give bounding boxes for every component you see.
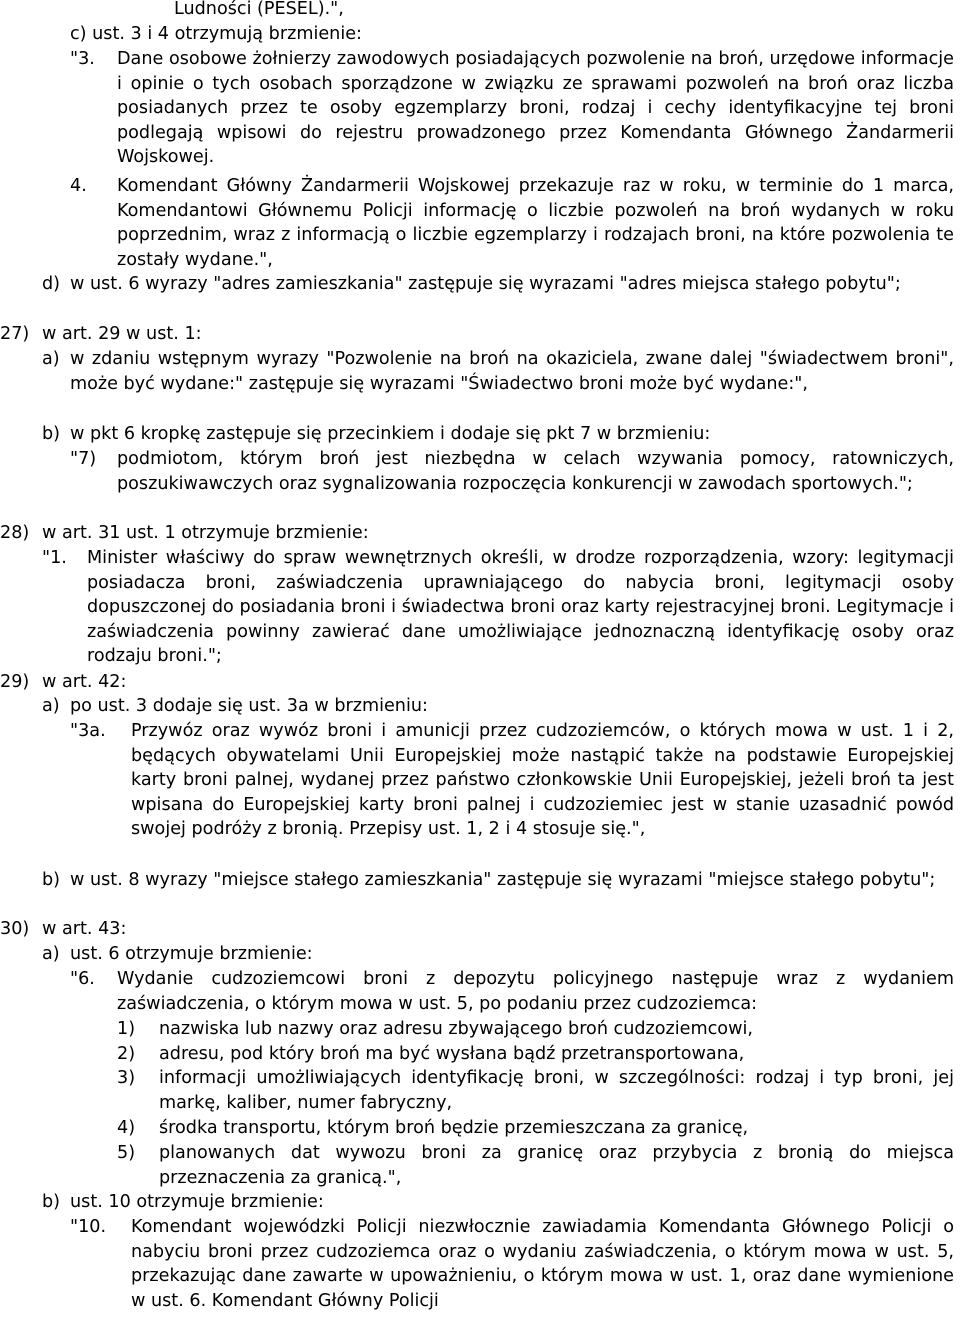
point-text: w art. 43:	[42, 919, 127, 939]
sub-point-label: 1)	[117, 1019, 136, 1039]
item-a	[42, 347, 954, 396]
point-label: 27)	[0, 324, 30, 344]
para-label: 4.	[70, 176, 87, 196]
item-label: b)	[42, 1192, 61, 1212]
item-text: w pkt 6 kropkę zastępuje się przecinkiem i dodaje się pkt 7 w brzmieniu:	[70, 424, 711, 444]
para-text: Przywóz oraz wywóz broni i amunicji przez cudzoziemców, o których mowa w ust. 1 i 2, będących obywatelami Unii Europejskiej może nastąpić także na podstawie Europejskiej karty broni palnej, wydanej przez państwo członkowskie Unii Europejskiej, jeżeli broń ta jest wpisana do Europejskiej karty broni palnej i cudzoziemiec jest w stanie uzasadnić powód swojej podróży z bronią. Przepisy ust. 1, 2 i 4 stosuje się.",	[131, 721, 954, 840]
item-text: po ust. 3 dodaje się ust. 3a w brzmieniu:	[70, 696, 428, 716]
sub-point-5	[117, 1141, 954, 1190]
point-29	[0, 670, 954, 695]
sub-point-1	[117, 1017, 954, 1042]
sub-point-text: adresu, pod który broń ma być wysłana bądź przetransportowana,	[159, 1044, 745, 1064]
quoted-ust-1	[42, 546, 954, 669]
sub-point-label: 5)	[117, 1143, 136, 1163]
para-label: "1.	[42, 548, 67, 568]
item-text: w ust. 6 wyrazy "adres zamieszkania" zastępuje się wyrazami "adres miejsca stałego pobytu";	[70, 274, 901, 294]
para-text: Komendant Główny Żandarmerii Wojskowej przekazuje raz w roku, w terminie do 1 marca, Komendantowi Głównemu Policji informację o liczbie pozwoleń na broń wydanych w roku poprzednim, wraz z informacją o liczbie egzemplarzy i rodzajach broni, na które pozwolenia te zostały wydane.",	[117, 176, 954, 270]
item-b	[42, 422, 954, 447]
point-label: 28)	[0, 523, 30, 543]
point-label: 29)	[0, 672, 30, 692]
item-label: d)	[42, 274, 61, 294]
item-text: ust. 6 otrzymuje brzmienie:	[70, 944, 313, 964]
item-b	[42, 1190, 954, 1215]
item-d	[42, 272, 954, 297]
para-text: Dane osobowe żołnierzy zawodowych posiadających pozwolenie na broń, urzędowe informacje i opinie o tych osobach sporządzone w związku ze sprawami pozwoleń na broń oraz liczba posiadanych przez te osoby egzemplarzy broni, rodzaj i cechy identyfikacyjne tej broni podlegają wpisowi do rejestru prowadzonego przez Komendanta Głównego Żandarmerii Wojskowej.	[117, 49, 954, 168]
item-text: ust. 10 otrzymuje brzmienie:	[70, 1192, 324, 1212]
para-ust-4	[70, 174, 954, 272]
item-b	[42, 868, 954, 893]
point-label: "7)	[70, 449, 97, 469]
para-label: "6.	[70, 969, 95, 989]
item-label: a)	[42, 944, 60, 964]
sub-point-text: nazwiska lub nazwy oraz adresu zbywającego broń cudzoziemcowi,	[159, 1019, 753, 1039]
point-text: w art. 42:	[42, 672, 127, 692]
item-text: w ust. 8 wyrazy "miejsce stałego zamieszkania" zastępuje się wyrazami "miejsce stałego pobytu";	[70, 870, 936, 890]
sub-point-text: informacji umożliwiających identyfikację broni, w szczególności: rodzaj i typ broni, jej markę, kaliber, numer fabryczny,	[159, 1068, 954, 1113]
quoted-pkt-7	[70, 447, 954, 496]
para-text: Komendant wojewódzki Policji niezwłocznie zawiadamia Komendanta Głównego Policji o nabyciu broni przez cudzoziemca oraz o wydaniu zaświadczenia, o którym mowa w ust. 5, przekazując dane zawarte w upoważnieniu, o którym mowa w ust. 1, oraz dane wymienione w ust. 6. Komendant Główny Policji	[131, 1217, 954, 1311]
point-27	[0, 322, 954, 347]
sub-point-label: 3)	[117, 1068, 136, 1088]
line-c-ust-3-4: c) ust. 3 i 4 otrzymują brzmienie:	[70, 24, 362, 44]
point-30	[0, 917, 954, 942]
para-text: Wydanie cudzoziemcowi broni z depozytu policyjnego następuje wraz z wydaniem zaświadczenia, o którym mowa w ust. 5, po podaniu przez cudzoziemca:	[117, 969, 954, 1014]
quoted-ust-3a	[70, 719, 954, 842]
para-ust-3	[70, 47, 954, 170]
sub-point-label: 2)	[117, 1044, 136, 1064]
sub-point-text: środka transportu, którym broń będzie przemieszczana za granicę,	[159, 1118, 749, 1138]
sub-point-4	[117, 1116, 954, 1141]
line-continuation: Ludności (PESEL).",	[174, 0, 344, 19]
sub-point-2	[117, 1042, 954, 1067]
item-label: b)	[42, 870, 61, 890]
point-text: w art. 31 ust. 1 otrzymuje brzmienie:	[42, 523, 369, 543]
item-a	[42, 694, 954, 719]
point-text: podmiotom, którym broń jest niezbędna w celach wzywania pomocy, ratowniczych, poszukiwawczych oraz sygnalizowania rozpoczęcia konkurencji w zawodach sportowych.";	[117, 449, 954, 494]
item-label: a)	[42, 696, 60, 716]
sub-point-3	[117, 1066, 954, 1115]
quoted-ust-6	[70, 967, 954, 1016]
point-28	[0, 521, 954, 546]
item-label: b)	[42, 424, 61, 444]
para-label: "3.	[70, 49, 95, 69]
para-text: Minister właściwy do spraw wewnętrznych określi, w drodze rozporządzenia, wzory: legitymacji posiadacza broni, zaświadczenia uprawniającego do nabycia broni, legitymacji osoby dopuszczonej do posiadania broni i świadectwa broni oraz karty rejestracyjnej broni. Legitymacje i zaświadczenia powinny zawierać dane umożliwiające jednoznaczną identyfikację osoby oraz rodzaju broni.";	[87, 548, 954, 667]
para-label: "3a.	[70, 721, 106, 741]
sub-point-text: planowanych dat wywozu broni za granicę oraz przybycia z bronią do miejsca przeznaczenia za granicą.",	[159, 1143, 954, 1188]
sub-point-label: 4)	[117, 1118, 136, 1138]
point-text: w art. 29 w ust. 1:	[42, 324, 202, 344]
point-label: 30)	[0, 919, 30, 939]
item-a	[42, 942, 954, 967]
item-text: w zdaniu wstępnym wyrazy "Pozwolenie na broń na okaziciela, zwane dalej "świadectwem broni", może być wydane:" zastępuje się wyrazami "Świadectwo broni może być wydane:",	[70, 349, 954, 394]
item-label: a)	[42, 349, 60, 369]
para-label: "10.	[70, 1217, 107, 1237]
quoted-ust-10	[70, 1215, 954, 1313]
